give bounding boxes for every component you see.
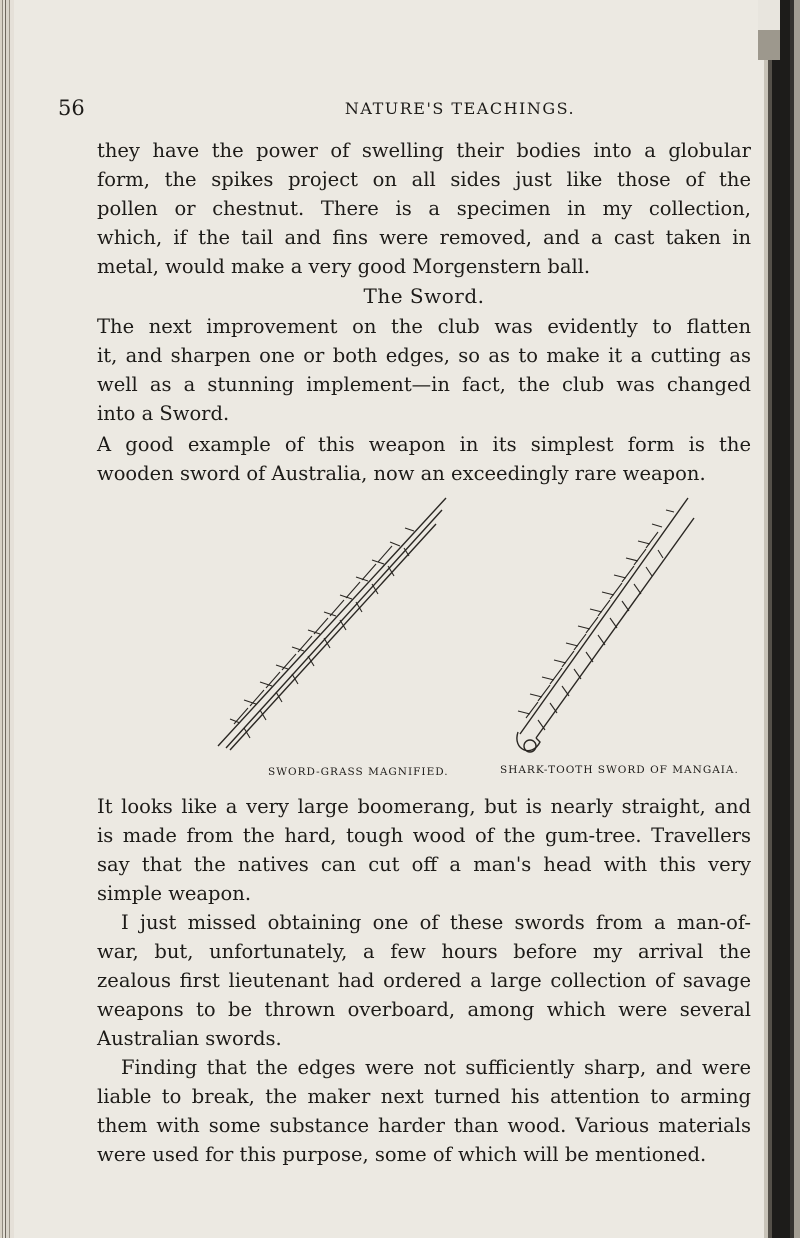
text-line: metal, would make a very good Morgenstern ball.: [97, 255, 591, 278]
sword-illustration: [200, 488, 740, 758]
text-line: Finding that the edges were not sufficiently sharp, and were: [121, 1056, 751, 1079]
text-line: simple weapon.: [97, 882, 252, 905]
text-line: war, but, unfortunately, a few hours before my arrival the: [97, 940, 751, 963]
page-number: 56: [58, 96, 85, 120]
text-line: weapons to be thrown overboard, among which were several: [97, 998, 751, 1021]
text-line: The next improvement on the club was evidently to flatten: [97, 315, 751, 338]
text-line: well as a stunning implement—in fact, the club was changed: [97, 373, 751, 396]
right-edge-shadow: [758, 0, 780, 60]
text-line: which, if the tail and fins were removed, and a cast taken in: [97, 226, 751, 249]
text-line: Australian swords.: [97, 1027, 282, 1050]
running-title: NATURE'S TEACHINGS.: [344, 99, 576, 118]
shark-tooth-sword-drawing: [517, 498, 694, 752]
text-line: it, and sharpen one or both edges, so as to make it a cutting as: [97, 344, 751, 367]
left-page-edge: [0, 0, 14, 1238]
sword-grass-drawing: [218, 498, 446, 750]
text-line: into a Sword.: [97, 402, 230, 425]
text-line: wooden sword of Australia, now an exceedingly rare weapon.: [97, 462, 706, 485]
paragraph-1: [97, 136, 751, 281]
text-line: zealous first lieutenant had ordered a large collection of savage: [97, 969, 751, 992]
paragraph-5: [97, 908, 751, 1053]
text-line: A good example of this weapon in its simplest form is the: [97, 433, 751, 456]
paragraph-4: [97, 792, 751, 908]
text-line: were used for this purpose, some of which will be mentioned.: [97, 1143, 707, 1166]
text-line: form, the spikes project on all sides just like those of the: [97, 168, 751, 191]
paragraph-3: [97, 430, 751, 488]
text-line: them with some substance harder than wood. Various materials: [97, 1114, 751, 1137]
caption-sword-grass: SWORD-GRASS MAGNIFIED.: [268, 766, 449, 778]
right-binding-edge: [758, 0, 800, 1238]
text-line: liable to break, the maker next turned his attention to arming: [97, 1085, 751, 1108]
text-line: pollen or chestnut. There is a specimen in my collection,: [97, 197, 751, 220]
text-line: It looks like a very large boomerang, but is nearly straight, and: [97, 795, 751, 818]
text-line: say that the natives can cut off a man's head with this very: [97, 853, 751, 876]
text-line: is made from the hard, tough wood of the gum-tree. Travellers: [97, 824, 751, 847]
paragraph-2: [97, 312, 751, 428]
text-line: they have the power of swelling their bodies into a globular: [97, 139, 751, 162]
paragraph-6: [97, 1053, 751, 1169]
page-header: [0, 96, 760, 122]
section-heading: The Sword.: [363, 284, 485, 308]
caption-shark-tooth-sword: SHARK-TOOTH SWORD OF MANGAIA.: [500, 764, 739, 776]
text-line: I just missed obtaining one of these swords from a man-of-: [121, 911, 751, 934]
